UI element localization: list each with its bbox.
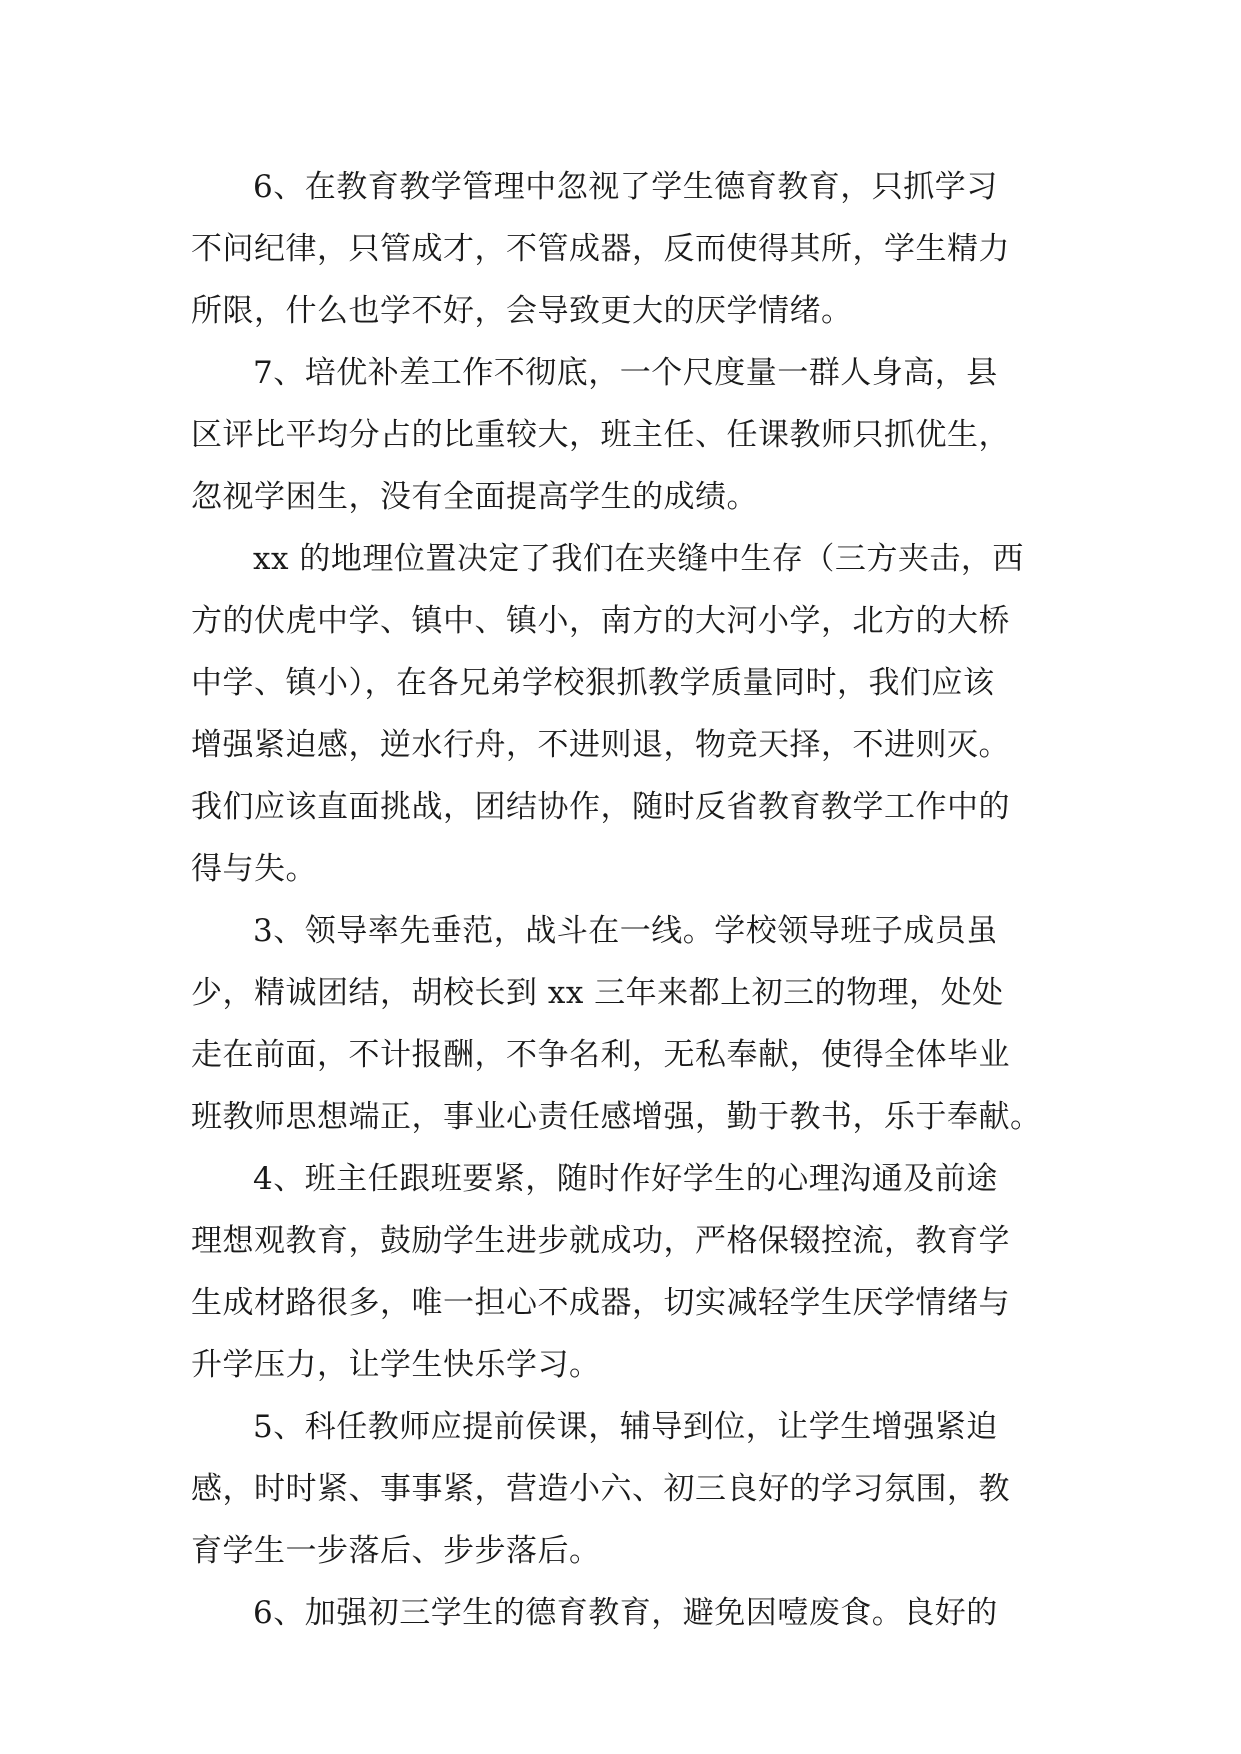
text-line: 少，精诚团结，胡校长到 xx 三年来都上初三的物理，处处: [191, 975, 1004, 1011]
text-line: 忽视学困生，没有全面提高学生的成绩。: [191, 479, 758, 515]
paragraph-item-7-tutoring: [191, 342, 1051, 528]
text-line: 6、加强初三学生的德育教育，避免因噎废食。良好的: [253, 1595, 998, 1631]
text-line: 班教师思想端正，事业心责任感增强，勤于教书，乐于奉献。: [191, 1099, 1042, 1135]
text-line: 3、领导率先垂范，战斗在一线。学校领导班子成员虽: [253, 913, 998, 949]
text-line: xx 的地理位置决定了我们在夹缝中生存（三方夹击，西: [253, 541, 1024, 577]
text-line: 区评比平均分占的比重较大，班主任、任课教师只抓优生，: [191, 417, 1010, 453]
paragraph-item-3-leadership: [191, 900, 1051, 1148]
paragraph-geographic-position: [191, 528, 1051, 900]
text-line: 生成材路很多，唯一担心不成器，切实减轻学生厌学情绪与: [191, 1285, 1010, 1321]
text-line: 不问纪律，只管成才，不管成器，反而使得其所，学生精力: [191, 231, 1010, 267]
text-line: 升学压力，让学生快乐学习。: [191, 1347, 601, 1383]
text-line: 5、科任教师应提前侯课，辅导到位，让学生增强紧迫: [253, 1409, 998, 1445]
text-line: 育学生一步落后、步步落后。: [191, 1533, 601, 1569]
text-line: 感，时时紧、事事紧，营造小六、初三良好的学习氛围，教: [191, 1471, 1010, 1507]
document-body: [191, 156, 1051, 1644]
text-line: 走在前面，不计报酬，不争名利，无私奉献，使得全体毕业: [191, 1037, 1010, 1073]
paragraph-item-5-subject-teacher: [191, 1396, 1051, 1582]
paragraph-item-6-moral-education: [191, 156, 1051, 342]
text-line: 6、在教育教学管理中忽视了学生德育教育，只抓学习: [253, 169, 998, 205]
text-line: 得与失。: [191, 851, 317, 887]
text-line: 中学、镇小），在各兄弟学校狠抓教学质量同时，我们应该: [191, 665, 995, 701]
text-line: 7、培优补差工作不彻底，一个尺度量一群人身高，县: [253, 355, 998, 391]
paragraph-item-4-class-teacher: [191, 1148, 1051, 1396]
paragraph-item-6-grade-three: [191, 1582, 1051, 1644]
text-line: 增强紧迫感，逆水行舟，不进则退，物竞天择，不进则灭。: [191, 727, 1010, 763]
text-line: 方的伏虎中学、镇中、镇小，南方的大河小学，北方的大桥: [191, 603, 1010, 639]
text-line: 所限，什么也学不好，会导致更大的厌学情绪。: [191, 293, 853, 329]
text-line: 理想观教育，鼓励学生进步就成功，严格保辍控流，教育学: [191, 1223, 1010, 1259]
text-line: 我们应该直面挑战，团结协作，随时反省教育教学工作中的: [191, 789, 1010, 825]
text-line: 4、班主任跟班要紧，随时作好学生的心理沟通及前途: [253, 1161, 998, 1197]
